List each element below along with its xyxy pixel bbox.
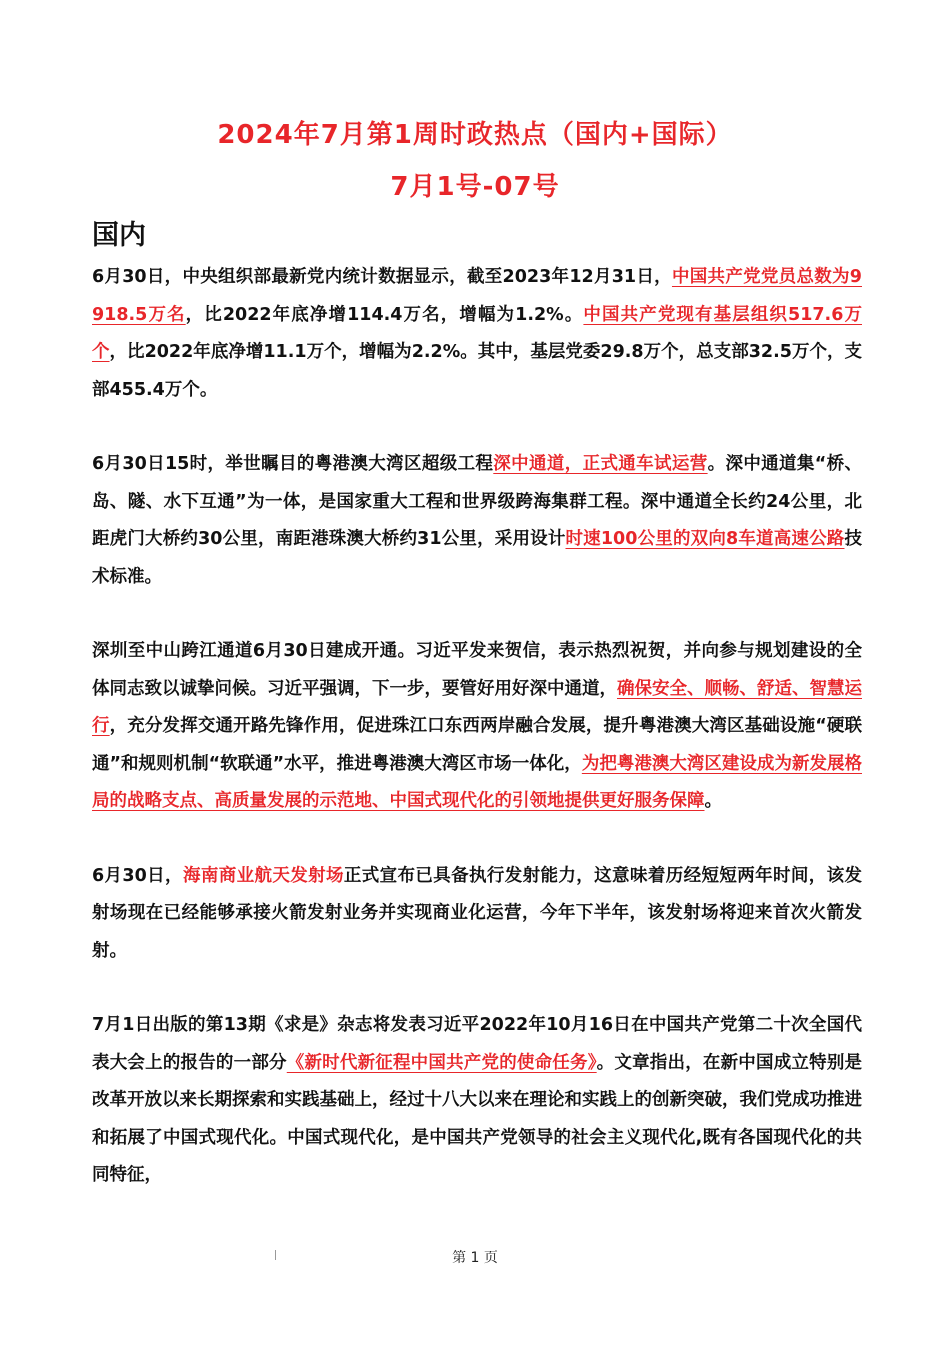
- paragraph-text: 技术标准。: [92, 529, 862, 587]
- news-paragraph: [92, 1007, 862, 1195]
- highlighted-key-fact: 时速100公里的双向8车道高速公路: [565, 529, 845, 549]
- paragraph-text: 。文章指出，在新中国成立特别是改革开放以来长期探索和实践基础上，经过十八大以来在理论和实践上的创新突破，我们党成功推进和拓展了中国式现代化。中国式现代化，是中国共产党领导的社会主义现代化,既有各国现代化的共同特征，: [92, 1052, 863, 1185]
- highlighted-key-fact: 中国共产党党员总数为9918.5万名: [92, 267, 862, 325]
- news-paragraph: [92, 633, 862, 821]
- news-paragraph: [92, 259, 862, 409]
- highlighted-key-fact: 《新时代新征程中国共产党的使命任务》: [286, 1052, 597, 1073]
- paragraph-text: ，比2022年底净增114.4万名，增幅为1.2%。: [185, 304, 584, 325]
- highlighted-key-fact: 深中通道，正式通车试运营: [493, 454, 708, 474]
- highlighted-key-fact: 中国共产党现有基层组织517.6万个: [92, 304, 862, 362]
- paragraph-text: ，充分发挥交通开路先锋作用，促进珠江口东西两岸融合发展，提升粤港澳大湾区基础设施“硬联通”和规则机制“软联通”水平，推进粤港澳大湾区市场一体化，: [92, 716, 862, 774]
- paragraph-text: 6月30日，中央组织部最新党内统计数据显示，截至2023年12月31日，: [92, 267, 672, 287]
- highlighted-key-fact: 确保安全、顺畅、舒适、智慧运行: [92, 678, 862, 736]
- document-subtitle-date-range: 7月1号-07号: [390, 172, 560, 202]
- article-body: [92, 259, 862, 1195]
- paragraph-text: 。深中通道集“桥、岛、隧、水下互通”为一体，是国家重大工程和世界级跨海集群工程。深中通道全长约24公里，北距虎门大桥约30公里，南距港珠澳大桥约31公里，采用设计: [92, 454, 862, 549]
- paragraph-text: 6月30日15时，举世瞩目的粤港澳大湾区超级工程: [92, 454, 494, 474]
- highlighted-key-fact: 为把粤港澳大湾区建设成为新发展格局的战略支点、高质量发展的示范地、中国式现代化的引领地提供更好服务保障: [92, 753, 862, 811]
- paragraph-text: 深圳至中山跨江通道6月30日建成开通。习近平发来贺信，表示热烈祝贺，并向参与规划建设的全体同志致以诚挚问候。习近平强调，下一步，要管好用好深中通道，: [92, 641, 862, 699]
- page-number: 第 1 页: [452, 1250, 498, 1266]
- paragraph-text: ，比2022年底净增11.1万个，增幅为2.2%。其中，基层党委29.8万个，总支部32.5万个，支部455.4万个。: [92, 342, 863, 400]
- paragraph-text: 7月1日出版的第13期《求是》杂志将发表习近平2022年10月16日在中国共产党第二十次全国代表大会上的报告的一部分: [92, 1015, 862, 1073]
- highlighted-key-term: 海南商业航天发射场: [182, 865, 344, 886]
- paragraph-text: 6月30日，: [92, 865, 183, 886]
- section-heading-domestic: 国内: [92, 220, 146, 251]
- news-paragraph: [92, 446, 862, 596]
- paragraph-text: 正式宣布已具备执行发射能力，这意味着历经短短两年时间，该发射场现在已经能够承接火箭发射业务并实现商业化运营，今年下半年，该发射场将迎来首次火箭发射。: [92, 865, 863, 961]
- document-title: 2024年7月第1周时政热点（国内+国际）: [217, 120, 733, 150]
- paragraph-text: 。: [704, 791, 722, 811]
- news-paragraph: [92, 858, 862, 971]
